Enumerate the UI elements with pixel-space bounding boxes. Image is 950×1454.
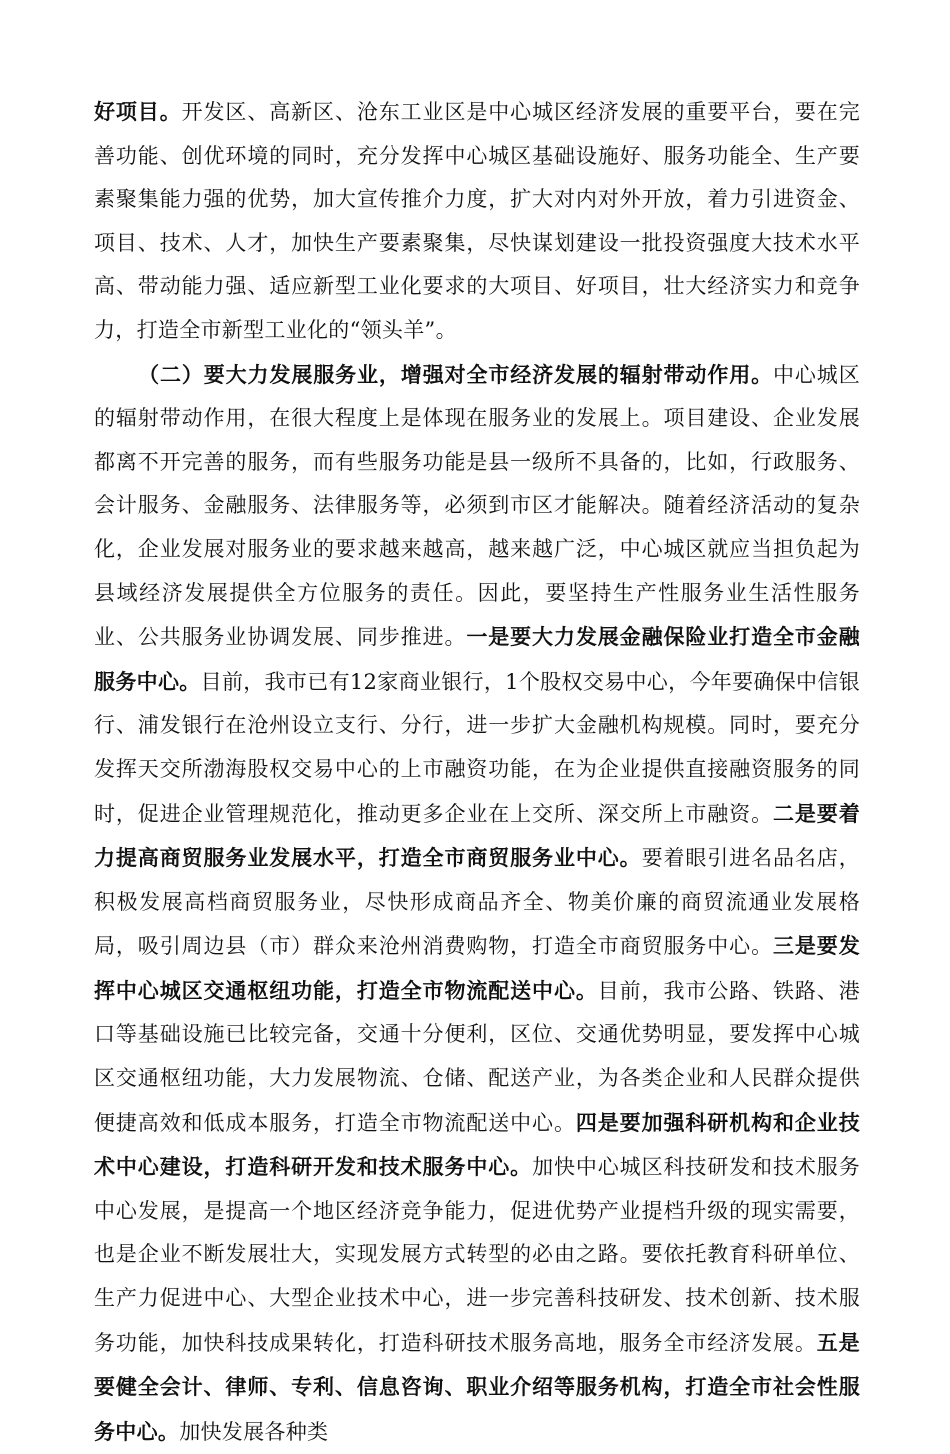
point-four-heading: 四是要加强科研机构和企业技术中心建设，打造科研开发和技术服务中心。 — [94, 1109, 860, 1180]
point-three-heading: 三是要发挥中心城区交通枢纽功能，打造全市物流配送中心。 — [94, 933, 861, 1003]
paragraph-1 — [94, 90, 860, 353]
bold-run: 好项目。 — [94, 99, 182, 124]
body-text — [94, 90, 860, 1454]
text-run: 中心城区的辐射带动作用，在很大程度上是体现在服务业的发展上。项目建设、企业发展都离不开完善的服务，而有些服务功能是县一级所不具备的，比如，行政服务、会计服务、金融服务、法律服务等，必须到市区才能解决。随着经济活动的复杂化，企业发展对服务业的要求越来越高，越来越广泛，中心城区就应当担负起为县域经济发展提供全方位服务的责任。因此，要坚持生产性服务业生活性服务业、公共服务业协调发展、同步推进。 — [94, 362, 860, 650]
point-five-heading: 五是要健全会计、律师、专利、信息咨询、职业介绍等服务机构，打造全市社会性服务中心。 — [94, 1329, 860, 1444]
text-run: 加快中心城区科技研发和技术服务中心发展，是提高一个地区经济竞争能力，促进优势产业提档升级的现实需要，也是企业不断发展壮大，实现发展方式转型的必由之路。要依托教育科研单位、生产力促进中心、大型企业技术中心，进一步完善科技研发、技术创新、技术服务功能，加快科技成果转化，打造科研技术服务高地，服务全市经济发展。 — [94, 1155, 861, 1355]
text-run: 目前，我市公路、铁路、港口等基础设施已比较完备，交通十分便利，区位、交通优势明显，要发挥中心城区交通枢纽功能，大力发展物流、仓储、配送产业，为各类企业和人民群众提供便捷高效和低成本服务，打造全市物流配送中心。 — [94, 978, 860, 1135]
text-run: 目前，我市已有12家商业银行，1个股权交易中心，今年要确保中信银行、浦发银行在沧州设立支行、分行，进一步扩大金融机构规模。同时，要充分发挥天交所渤海股权交易中心的上市融资功能，在为企业提供直接融资服务的同时，促进企业管理规范化，推动更多企业在上交所、深交所上市融资。 — [94, 669, 861, 826]
point-two-heading: 二是要着力提高商贸服务业发展水平，打造全市商贸服务业中心。 — [94, 800, 861, 871]
point-one-heading: 一是要大力发展金融保险业打造全市金融服务中心。 — [94, 624, 860, 694]
paragraph-2 — [94, 353, 860, 1454]
section-heading: （二）要大力发展服务业，增强对全市经济发展的辐射带动作用。 — [138, 361, 774, 387]
text-run: 加快发展各种类 — [179, 1419, 329, 1444]
text-run: 要着眼引进名品名店，积极发展高档商贸服务业，尽快形成商品齐全、物美价廉的商贸流通业发展格局，吸引周边县（市）群众来沧州消费购物，打造全市商贸服务中心。 — [94, 846, 861, 959]
text-run: 开发区、高新区、沧东工业区是中心城区经济发展的重要平台，要在完善功能、创优环境的同时，充分发挥中心城区基础设施好、服务功能全、生产要素聚集能力强的优势，加大宣传推介力度，扩大对内对外开放，着力引进资金、项目、技术、人才，加快生产要素聚集，尽快谋划建设一批投资强度大技术水平高、带动能力强、适应新型工业化要求的大项目、好项目，壮大经济实力和竞争力，打造全市新型工业化的“领头羊”。 — [94, 100, 861, 342]
